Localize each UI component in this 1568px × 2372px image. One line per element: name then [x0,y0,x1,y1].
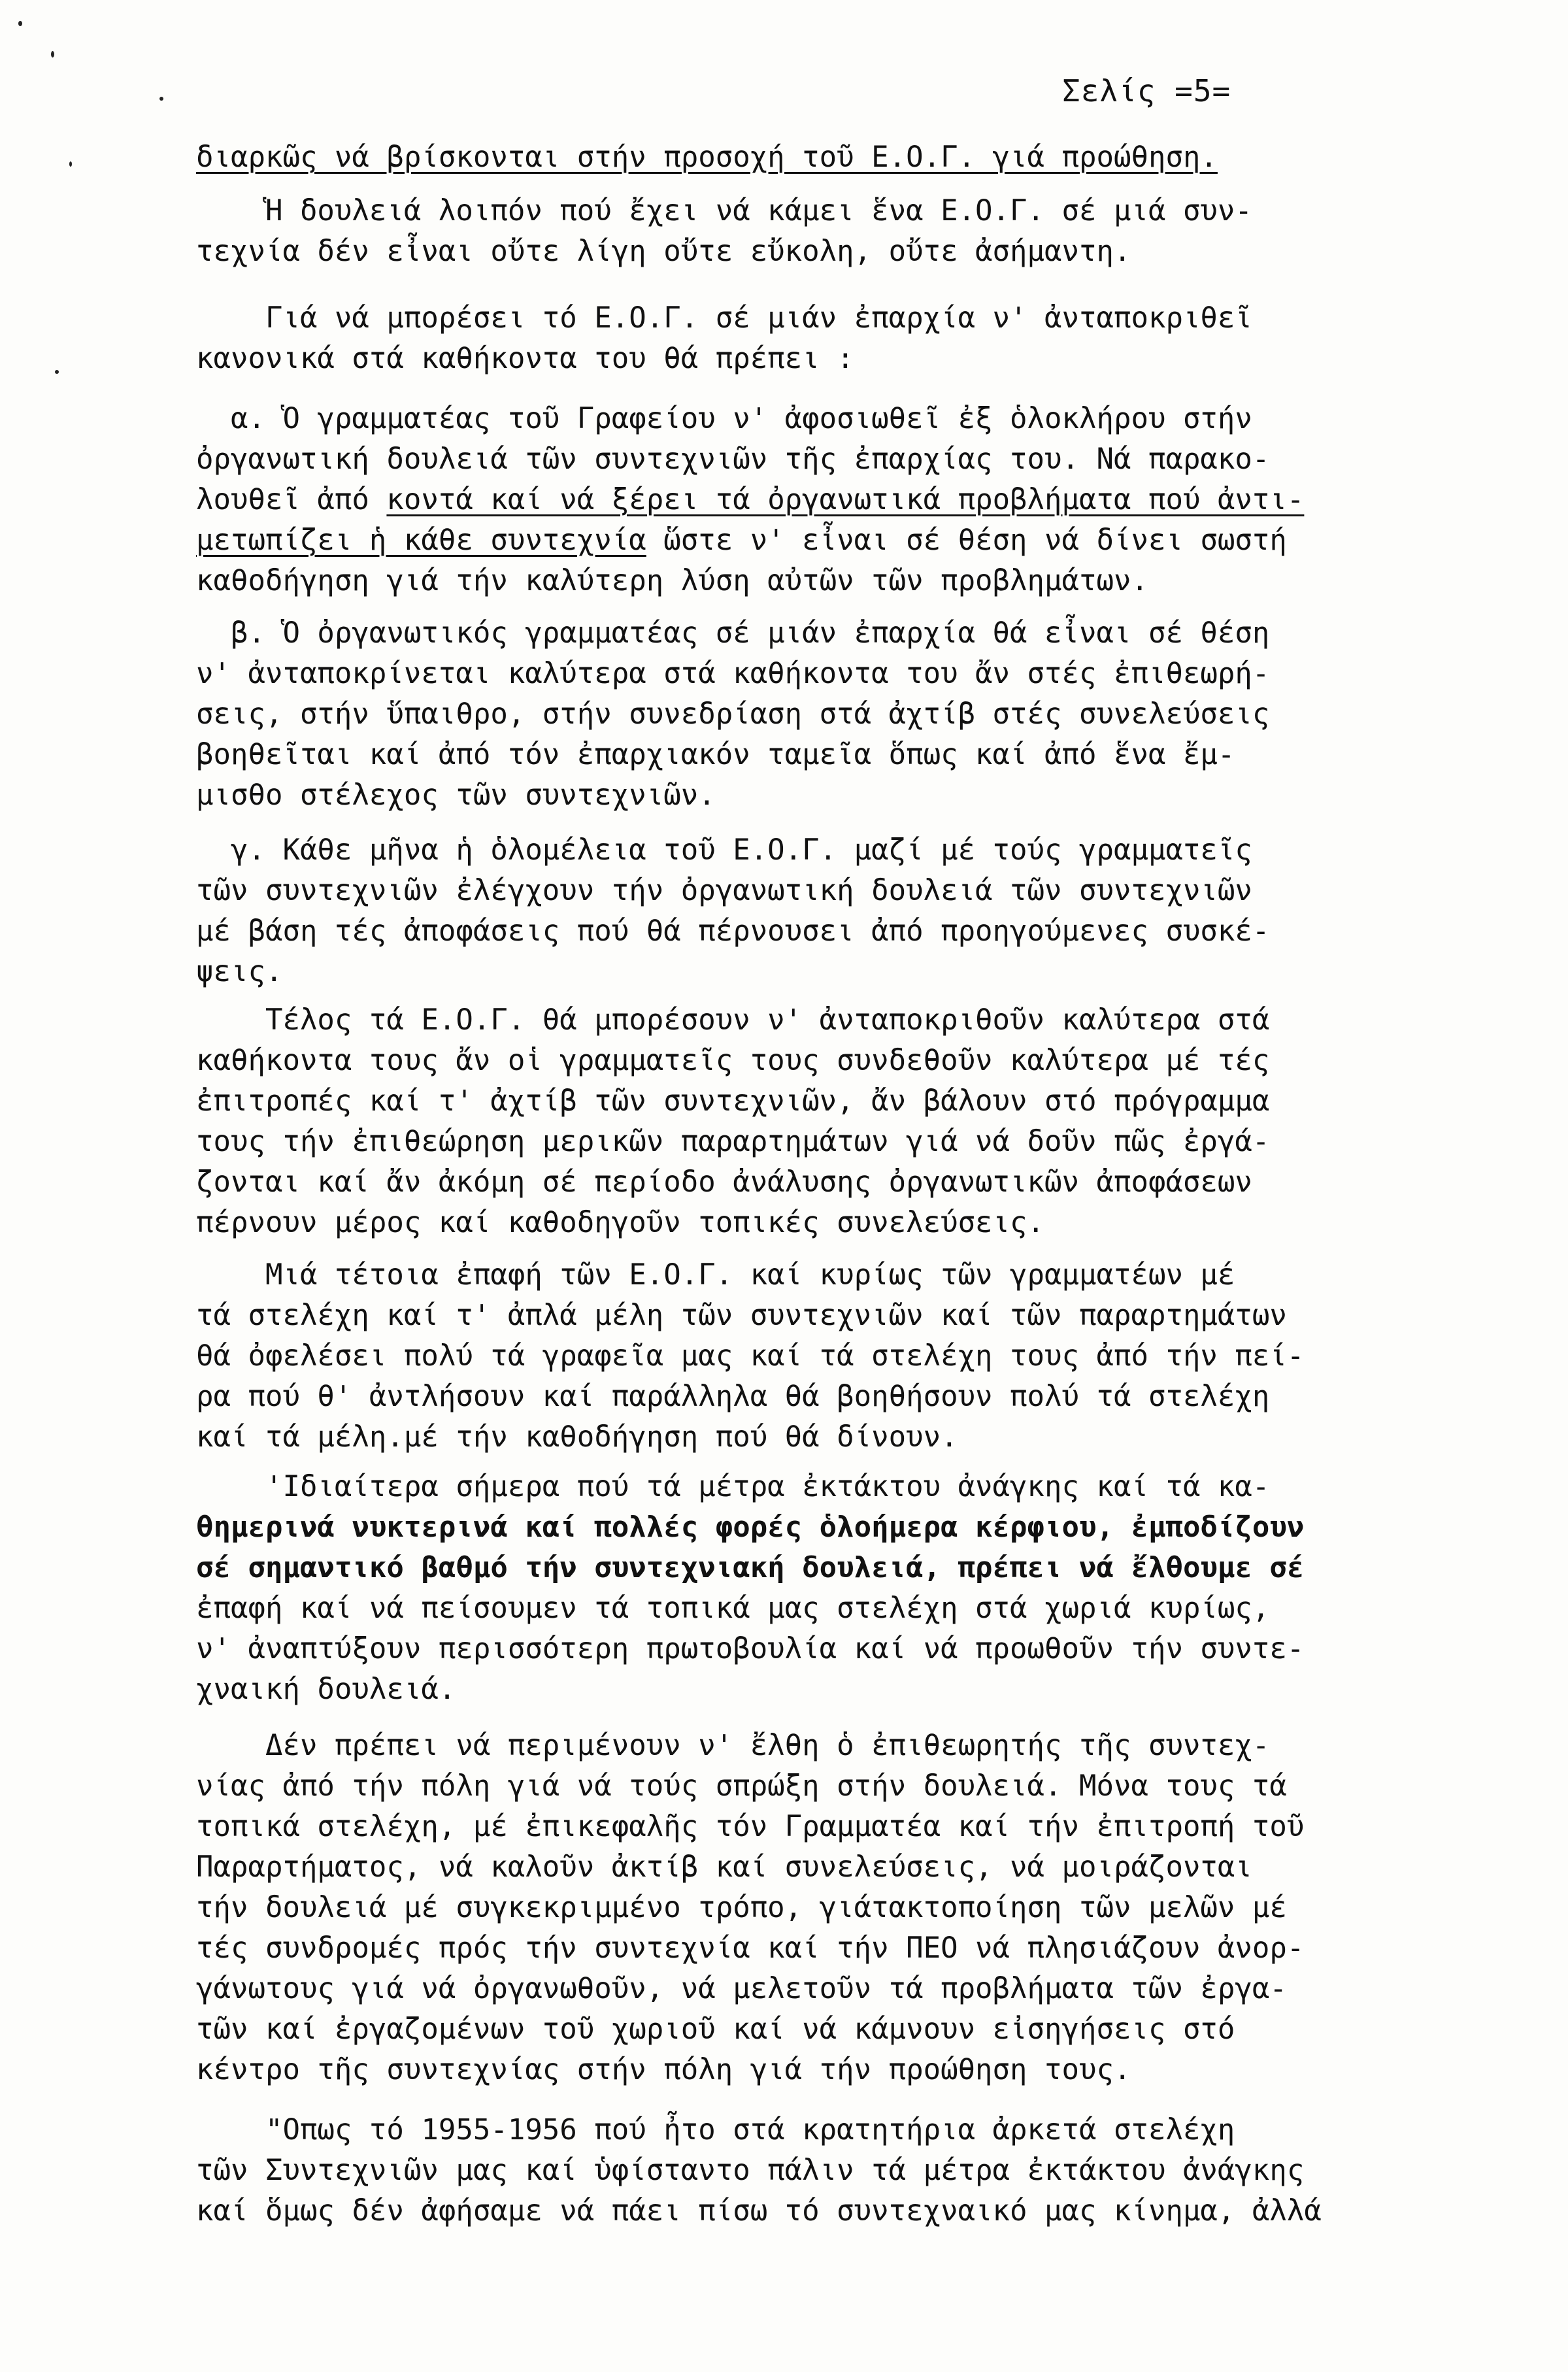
text-line [196,654,1477,694]
text-line [196,2150,1477,2191]
text-line [196,952,1477,992]
paragraph [196,1467,1477,1710]
text-line [196,298,1477,339]
paragraph [196,399,1477,601]
text-line [196,561,1477,601]
text-run: ἐπαφή καί νά πείσουμεν τά τοπικά μας στελέχη στά χωριά κυρίως, [196,1592,1270,1625]
text-line [196,1588,1477,1629]
text-line [196,1041,1477,1081]
text-run: σεις, στήν ὕπαιθρο, στήν συνεδρίαση στά ἀχτίβ στές συνελεύσεις [196,697,1270,731]
text-run: τοπικά στελέχη, μέ ἐπικεφαλῆς τόν Γραμματέα καί τήν ἐπιτροπή τοῦ [196,1810,1305,1843]
text-run: χναική δουλειά. [196,1673,456,1706]
text-run: καθήκοντα τους ἄν οἱ γραμματεῖς τους συνδεθοῦν καλύτερα μέ τές [196,1044,1270,1077]
text-run: ν' ἀναπτύξουν περισσότερη πρωτοβουλία καί νά προωθοῦν τήν συντε- [196,1632,1305,1665]
text-line [196,480,1477,520]
text-line [196,1928,1477,1969]
text-line [196,2009,1477,2050]
text-line [196,1295,1477,1336]
text-line [196,1467,1477,1507]
text-run: καθοδήγηση γιά τήν καλύτερη λύση αὐτῶν τῶν προβλημάτων. [196,564,1148,597]
text-run: τεχνία δέν εἶναι οὔτε λίγη οὔτε εὔκολη, οὔτε ἀσήμαντη. [196,235,1131,268]
text-line [196,191,1477,231]
text-run: κέντρο τῆς συντεχνίας στήν πόλη γιά τήν προώθηση τους. [196,2053,1131,2086]
text-line [196,1162,1477,1203]
text-run: Ἡ δουλειά λοιπόν πού ἔχει νά κάμει ἕνα Ε.Ο.Γ. σέ μιά συν- [196,194,1252,227]
text-line [196,231,1477,272]
text-line [196,1000,1477,1041]
paragraph [196,2110,1477,2231]
scan-speck [159,97,163,101]
text-line [196,1726,1477,1766]
page-number: Σελίς =5= [1062,73,1231,109]
text-run: κοντά καί νά ξέρει τά ὀργανωτικά προβλήματα πού ἀντι- [386,483,1305,516]
text-line [196,520,1477,561]
paragraph [196,191,1477,272]
text-line [196,439,1477,480]
text-run: γάνωτους γιά νά ὀργανωθοῦν, νά μελετοῦν τά προβλήματα τῶν ἐργα- [196,1972,1287,2005]
text-run: Τέλος τά Ε.Ο.Γ. θά μπορέσουν ν' ἀνταποκριθοῦν καλύτερα στά [196,1003,1270,1037]
paragraph [196,830,1477,992]
text-run: πέρνουν μέρος καί καθοδηγοῦν τοπικές συνελεύσεις. [196,1206,1045,1239]
paragraph [196,298,1477,379]
text-line [196,137,1477,178]
text-line [196,399,1477,439]
text-run: μετωπίζει ἡ κάθε συντεχνία [196,524,646,557]
text-line [196,830,1477,871]
text-run: τῶν συντεχνιῶν ἐλέγχουν τήν ὀργανωτική δουλειά τῶν συντεχνιῶν [196,874,1252,907]
paragraph [196,1255,1477,1458]
text-line [196,1669,1477,1710]
text-run: ὀργανωτική δουλειά τῶν συντεχνιῶν τῆς ἐπαρχίας του. Νά παρακο- [196,443,1270,476]
text-line [196,871,1477,911]
text-line [196,2050,1477,2090]
paragraph [196,137,1477,178]
text-line [196,2110,1477,2150]
text-line [196,613,1477,654]
text-line [196,339,1477,379]
text-line [196,1847,1477,1888]
text-run: ρα πού θ' ἀντλήσουν καί παράλληλα θά βοηθήσουν πολύ τά στελέχη [196,1380,1270,1413]
scan-speck [55,370,59,374]
text-run: β. Ὁ ὀργανωτικός γραμματέας σέ μιάν ἐπαρχία θά εἶναι σέ θέση [196,616,1270,650]
text-run: θημερινά νυκτερινά καί πολλές φορές ὁλοήμερα κέρφιου, ἐμποδίζουν [196,1511,1305,1544]
paragraph [196,613,1477,816]
text-line [196,1548,1477,1588]
text-run: καί ὅμως δέν ἀφήσαμε νά πάει πίσω τό συντεχναικό μας κίνημα, ἀλλά [196,2194,1322,2228]
text-line [196,1417,1477,1458]
text-run: τά στελέχη καί τ' ἀπλά μέλη τῶν συντεχνιῶν καί τῶν παραρτημάτων [196,1299,1287,1332]
text-line [196,1629,1477,1669]
text-line [196,694,1477,735]
text-line [196,1969,1477,2009]
text-run: τῶν Συντεχνιῶν μας καί ὑφίσταντο πάλιν τά μέτρα ἐκτάκτου ἀνάγκης [196,2154,1305,2187]
text-line [196,1377,1477,1417]
text-run: ἐπιτροπές καί τ' ἀχτίβ τῶν συντεχνιῶν, ἄν βάλουν στό πρόγραμμα [196,1084,1270,1118]
text-run: μέ βάση τές ἀποφάσεις πού θά πέρνουσει ἀπό προηγούμενες συσκέ- [196,914,1270,948]
text-line [196,1807,1477,1847]
text-line [196,1336,1477,1377]
text-run: τήν δουλειά μέ συγκεκριμμένο τρόπο, γιάτακτοποίηση τῶν μελῶν μέ [196,1891,1287,1924]
scan-speck [51,51,54,58]
text-run: νίας ἀπό τήν πόλη γιά νά τούς σπρώξη στήν δουλειά. Μόνα τους τά [196,1769,1287,1803]
text-run: 'Ιδιαίτερα σήμερα πού τά μέτρα ἐκτάκτου ἀνάγκης καί τά κα- [196,1470,1270,1503]
text-run: "Οπως τό 1955-1956 πού ἦτο στά κρατητήρια ἀρκετά στελέχη [196,2113,1235,2146]
scan-speck [69,161,72,167]
text-run: σέ σημαντικό βαθμό τήν συντεχνιακή δουλειά, πρέπει νά ἔλθουμε σέ [196,1551,1305,1584]
text-run: Γιά νά μπορέσει τό Ε.Ο.Γ. σέ μιάν ἐπαρχία ν' ἀνταποκριθεῖ [196,301,1252,335]
text-run: καί τά μέλη.μέ τήν καθοδήγηση πού θά δίνουν. [196,1420,958,1454]
text-run: Παραρτήματος, νά καλοῦν ἀκτίβ καί συνελεύσεις, νά μοιράζονται [196,1850,1252,1884]
text-run: κανονικά στά καθήκοντα του θά πρέπει : [196,342,854,375]
text-run: ὥστε ν' εἶναι σέ θέση νά δίνει σωστή [646,524,1287,557]
text-run: λουθεῖ ἀπό [196,483,387,516]
text-run: μισθο στέλεχος τῶν συντεχνιῶν. [196,778,716,812]
text-line [196,1766,1477,1807]
text-run: ψεις. [196,955,283,988]
text-run: θά ὀφελέσει πολύ τά γραφεῖα μας καί τά στελέχη τους ἀπό τήν πεί- [196,1339,1305,1373]
text-run: ν' ἀνταποκρίνεται καλύτερα στά καθήκοντα του ἄν στές ἐπιθεωρή- [196,657,1270,690]
text-run: βοηθεῖται καί ἀπό τόν ἐπαρχιακόν ταμεῖα ὅπως καί ἀπό ἕνα ἔμ- [196,738,1235,771]
text-line [196,1081,1477,1122]
text-run: Μιά τέτοια ἐπαφή τῶν Ε.Ο.Γ. καί κυρίως τῶν γραμματέων μέ [196,1258,1235,1292]
text-line [196,1255,1477,1295]
text-line [196,1888,1477,1928]
paragraph [196,1726,1477,2090]
text-run: τές συνδρομές πρός τήν συντεχνία καί τήν ΠΕΟ νά πλησιάζουν ἀνορ- [196,1931,1305,1965]
text-run: Δέν πρέπει νά περιμένουν ν' ἔλθη ὁ ἐπιθεωρητής τῆς συντεχ- [196,1729,1270,1762]
text-run: τους τήν ἐπιθεώρηση μερικῶν παραρτημάτων γιά νά δοῦν πῶς ἐργά- [196,1125,1270,1158]
text-run: τῶν καί ἐργαζομένων τοῦ χωριοῦ καί νά κάμνουν εἰσηγήσεις στό [196,2013,1235,2046]
text-line [196,1122,1477,1162]
text-line [196,1507,1477,1548]
text-line [196,911,1477,952]
text-line [196,1203,1477,1243]
scan-speck [18,21,22,26]
text-run: διαρκῶς νά βρίσκονται στήν προσοχή τοῦ Ε.Ο.Γ. γιά προώθηση. [196,141,1218,174]
text-run: γ. Κάθε μῆνα ἡ ὁλομέλεια τοῦ Ε.Ο.Γ. μαζί μέ τούς γραμματεῖς [196,833,1252,867]
paragraph [196,1000,1477,1243]
text-line [196,775,1477,816]
text-line [196,735,1477,775]
text-run: ζονται καί ἄν ἀκόμη σέ περίοδο ἀνάλυσης ὀργανωτικῶν ἀποφάσεων [196,1165,1252,1199]
text-line [196,2191,1477,2231]
text-run: α. Ὁ γραμματέας τοῦ Γραφείου ν' ἀφοσιωθεῖ ἐξ ὁλοκλήρου στήν [196,402,1252,435]
